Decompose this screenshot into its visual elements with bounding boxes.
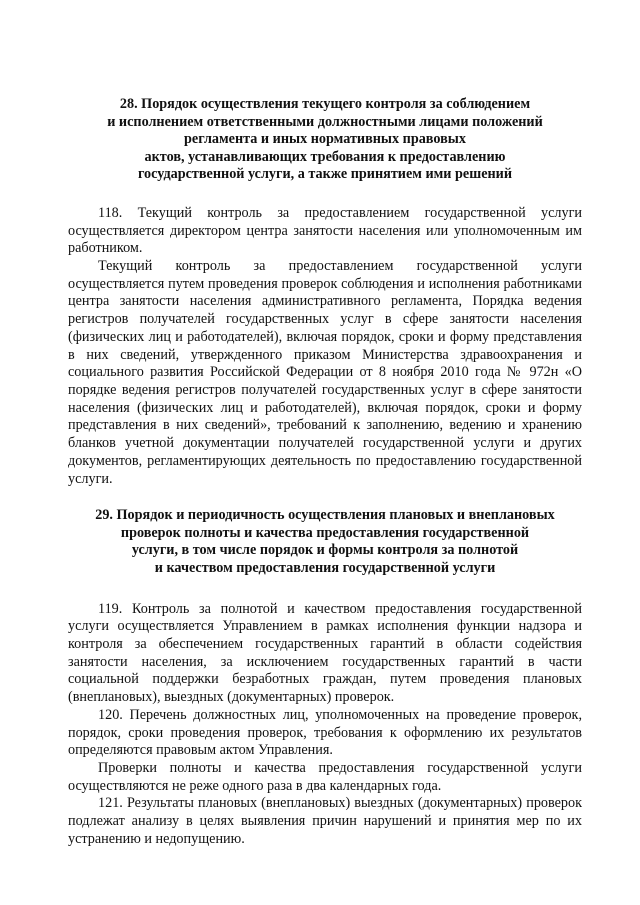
section-28-heading	[68, 96, 582, 184]
heading-line: 29. Порядок и периодичность осуществления плановых и внеплановых	[95, 507, 555, 524]
paragraph-121: 121. Результаты плановых (внеплановых) выездных (документарных) проверок подлежат анализу в целях выявления причин нарушений и принятия мер по их устранению и недопущению.	[68, 795, 582, 847]
paragraph-inspections: Проверки полноты и качества предоставления государственной услуги осуществляются не реже одного раза в два календарных года.	[68, 759, 582, 794]
heading-line: проверок полноты и качества предоставления государственной	[120, 524, 530, 541]
section-29-heading	[68, 507, 582, 577]
paragraph-119: 119. Контроль за полнотой и качеством предоставления государственной услуги осуществляется Управлением в рамках исполнения функции надзора и контроля за обеспечением государственных гарантий в области содействия занятости населения, за исключением государственных гарантий в части социальной поддержки безработных граждан, путем проведения плановых (внеплановых), выездных (документарных) проверок.	[68, 600, 582, 706]
heading-line: 28. Порядок осуществления текущего контроля за соблюдением	[119, 96, 531, 112]
heading-line: и качеством предоставления государственной услуги	[154, 560, 496, 576]
heading-line: государственной услуги, а также принятием ими решений	[137, 166, 513, 183]
heading-line: регламента и иных нормативных правовых	[184, 131, 466, 148]
paragraph-118-cont: Текущий контроль за предоставлением государственной услуги осуществляется путем проведения проверок соблюдения и исполнения работниками центра занятости населения административного регламента, Порядка ведения регистров получателей государственных услуг в сфере занятости населения (физических лиц и работодателей), включая порядок, сроки и форму представления в них сведений, утвержденного приказом Министерства здравоохранения и социального развития Российской Федерации от 8 ноября 2010 года № 972н «О порядке ведения регистров получателей государственных услуг в сфере занятости населения (физических лиц и работодателей), включая порядок, сроки и форму представления в них сведений», требований к заполнению, ведению и хранению бланков учетной документации получателей государственной услуги и других документов, регламентирующих деятельность по предоставлению государственной услуги.	[68, 258, 582, 487]
heading-line: и исполнением ответственными должностными лицами положений	[107, 113, 543, 130]
heading-line: актов, устанавливающих требования к предоставлению	[144, 148, 506, 165]
paragraph-118: 118. Текущий контроль за предоставлением государственной услуги осуществляется директором центра занятости населения или уполномоченным им работником.	[68, 204, 582, 257]
heading-line: услуги, в том числе порядок и формы контроля за полнотой	[131, 542, 519, 559]
paragraph-120: 120. Перечень должностных лиц, уполномоченных на проведение проверок, порядок, сроки проведения проверок, требования к оформлению их результатов определяются правовым актом Управления.	[68, 706, 582, 759]
